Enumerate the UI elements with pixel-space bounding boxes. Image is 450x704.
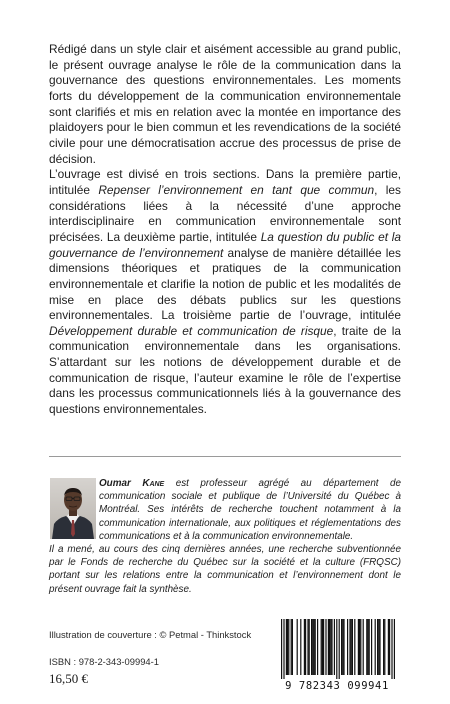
barcode-digits: 9 782343 099941 [285,680,389,692]
barcode-bar [341,619,342,675]
barcode-bar [286,619,287,675]
barcode-bar [325,619,326,675]
barcode-bar [358,619,359,675]
isbn: ISBN : 978-2-343-09994-1 [49,656,159,667]
author-bio-paragraph-1 [49,477,401,543]
summary-text: L’ouvrage est divisé en trois sections. Dans la première partie, intitulée [49,167,401,197]
barcode-bar [297,619,298,675]
summary-paragraph-1: Rédigé dans un style clair et aisément accessible au grand public, le présent ouvrage analyse le rôle de la communication dans la gouvernance des questions environnementales. Les moments forts du développement de la communication environnementale sont clarifiés et mis en relation avec la montée en importance des plaidoyers pour le bien commun et les revendications de la société civile pour une démocratisation accrue des processus de prise de décision. [49,42,401,166]
barcode-bar [360,619,361,675]
barcode-bar [349,619,350,675]
barcode-bar [323,619,324,675]
barcode-bar [352,619,353,675]
summary-text: , traite de la communication environnementale dans les organisations. S’attardant sur les notions de développement durable et de communication de risque, l’auteur examine le rôle de l’expertise dans les processus communicationnels liés à la gouvernance des questions environnementales. [49,323,401,417]
barcode-bar [313,619,314,675]
barcode-bar [334,619,335,675]
barcode-bar [331,619,332,675]
author-bio-text: est professeur agrégé au département de communication sociale et publique de l’Université du Québec à Montréal. Ses intérêts de recherche touchent notamment à la communication internationale, aux politiques et réglementations des communications et à la communication environnementale. [99,478,401,542]
barcode-bar [291,619,292,675]
barcode [269,617,405,693]
barcode-bar [312,619,313,675]
barcode-bar [328,619,329,675]
barcode-bar [389,619,390,675]
barcode-bar [304,619,305,675]
barcode-bar [283,619,284,679]
section-title-1: Repenser l’environnement en tant que commun [98,182,375,197]
barcode-bar [347,619,348,675]
barcode-bar [300,619,301,675]
barcode-bar [321,619,322,675]
barcode-bar [343,619,344,675]
barcode-bar [329,619,330,675]
barcode-bar [391,619,392,679]
cover-illustration-credit: Illustration de couverture : © Petmal - Thinkstock [49,629,252,640]
section-title-2: La question du public et la gouvernance de l’environnement [49,229,402,260]
summary-text: analyse de manière détaillée les dimensions théoriques et pratiques de la communication environnementale et clarifie la notion de public et les modalités de mise en place des débats publics sur les questions environnementales. La troisième partie de l’ouvrage, intitulée [49,245,401,323]
barcode-bar [315,619,316,675]
section-divider [49,456,401,457]
barcode-bar [375,619,376,675]
barcode-bar [307,619,308,675]
barcode-bar [384,619,385,675]
author-bio [49,477,401,596]
barcode-bar [351,619,352,675]
barcode-bar [388,619,389,675]
price: 16,50 € [49,671,88,686]
author-last-name: Kane [142,478,165,489]
barcode-bar [371,619,372,675]
barcode-bar [288,619,289,675]
barcode-bar [305,619,306,675]
barcode-bar [287,619,288,675]
summary-paragraph-2 [49,167,401,418]
barcode-bar [309,619,310,675]
barcode-bar [292,619,293,675]
book-summary [49,42,401,418]
author-photo [49,477,97,540]
barcode-bar [330,619,331,675]
barcode-bar [281,619,282,679]
barcode-bar [311,619,312,675]
barcode-bar [339,619,340,679]
barcode-bar [336,619,337,679]
barcode-bar [359,619,360,675]
barcode-bar [366,619,367,675]
barcode-bar [367,619,368,675]
barcode-bar [354,619,355,675]
section-title-3: Développement durable et communication de risque [49,323,334,338]
summary-text: , les considérations liées à la nécessité d’une approche interdisciplinaire en communication environnementale sont précisées. La deuxième partie, intitulée [49,182,401,244]
barcode-bar [377,619,378,675]
barcode-bar [369,619,370,675]
barcode-bar [342,619,343,675]
barcode-bar [394,619,395,679]
barcode-bar [379,619,380,675]
barcode-bar [378,619,379,675]
barcode-bar [383,619,384,675]
barcode-bar [322,619,323,675]
barcode-bars [269,617,405,679]
author-first-name: Oumar [99,478,131,489]
barcode-bar [363,619,364,675]
author-bio-paragraph-2: Il a mené, au cours des cinq dernières années, une recherche subventionnée par le Fonds de recherche du Québec sur la société et la culture (FRQSC) portant sur les relations entre la communication et l’environnement dont le présent ouvrage fait la synthèse. [49,544,401,595]
barcode-bar [317,619,318,675]
